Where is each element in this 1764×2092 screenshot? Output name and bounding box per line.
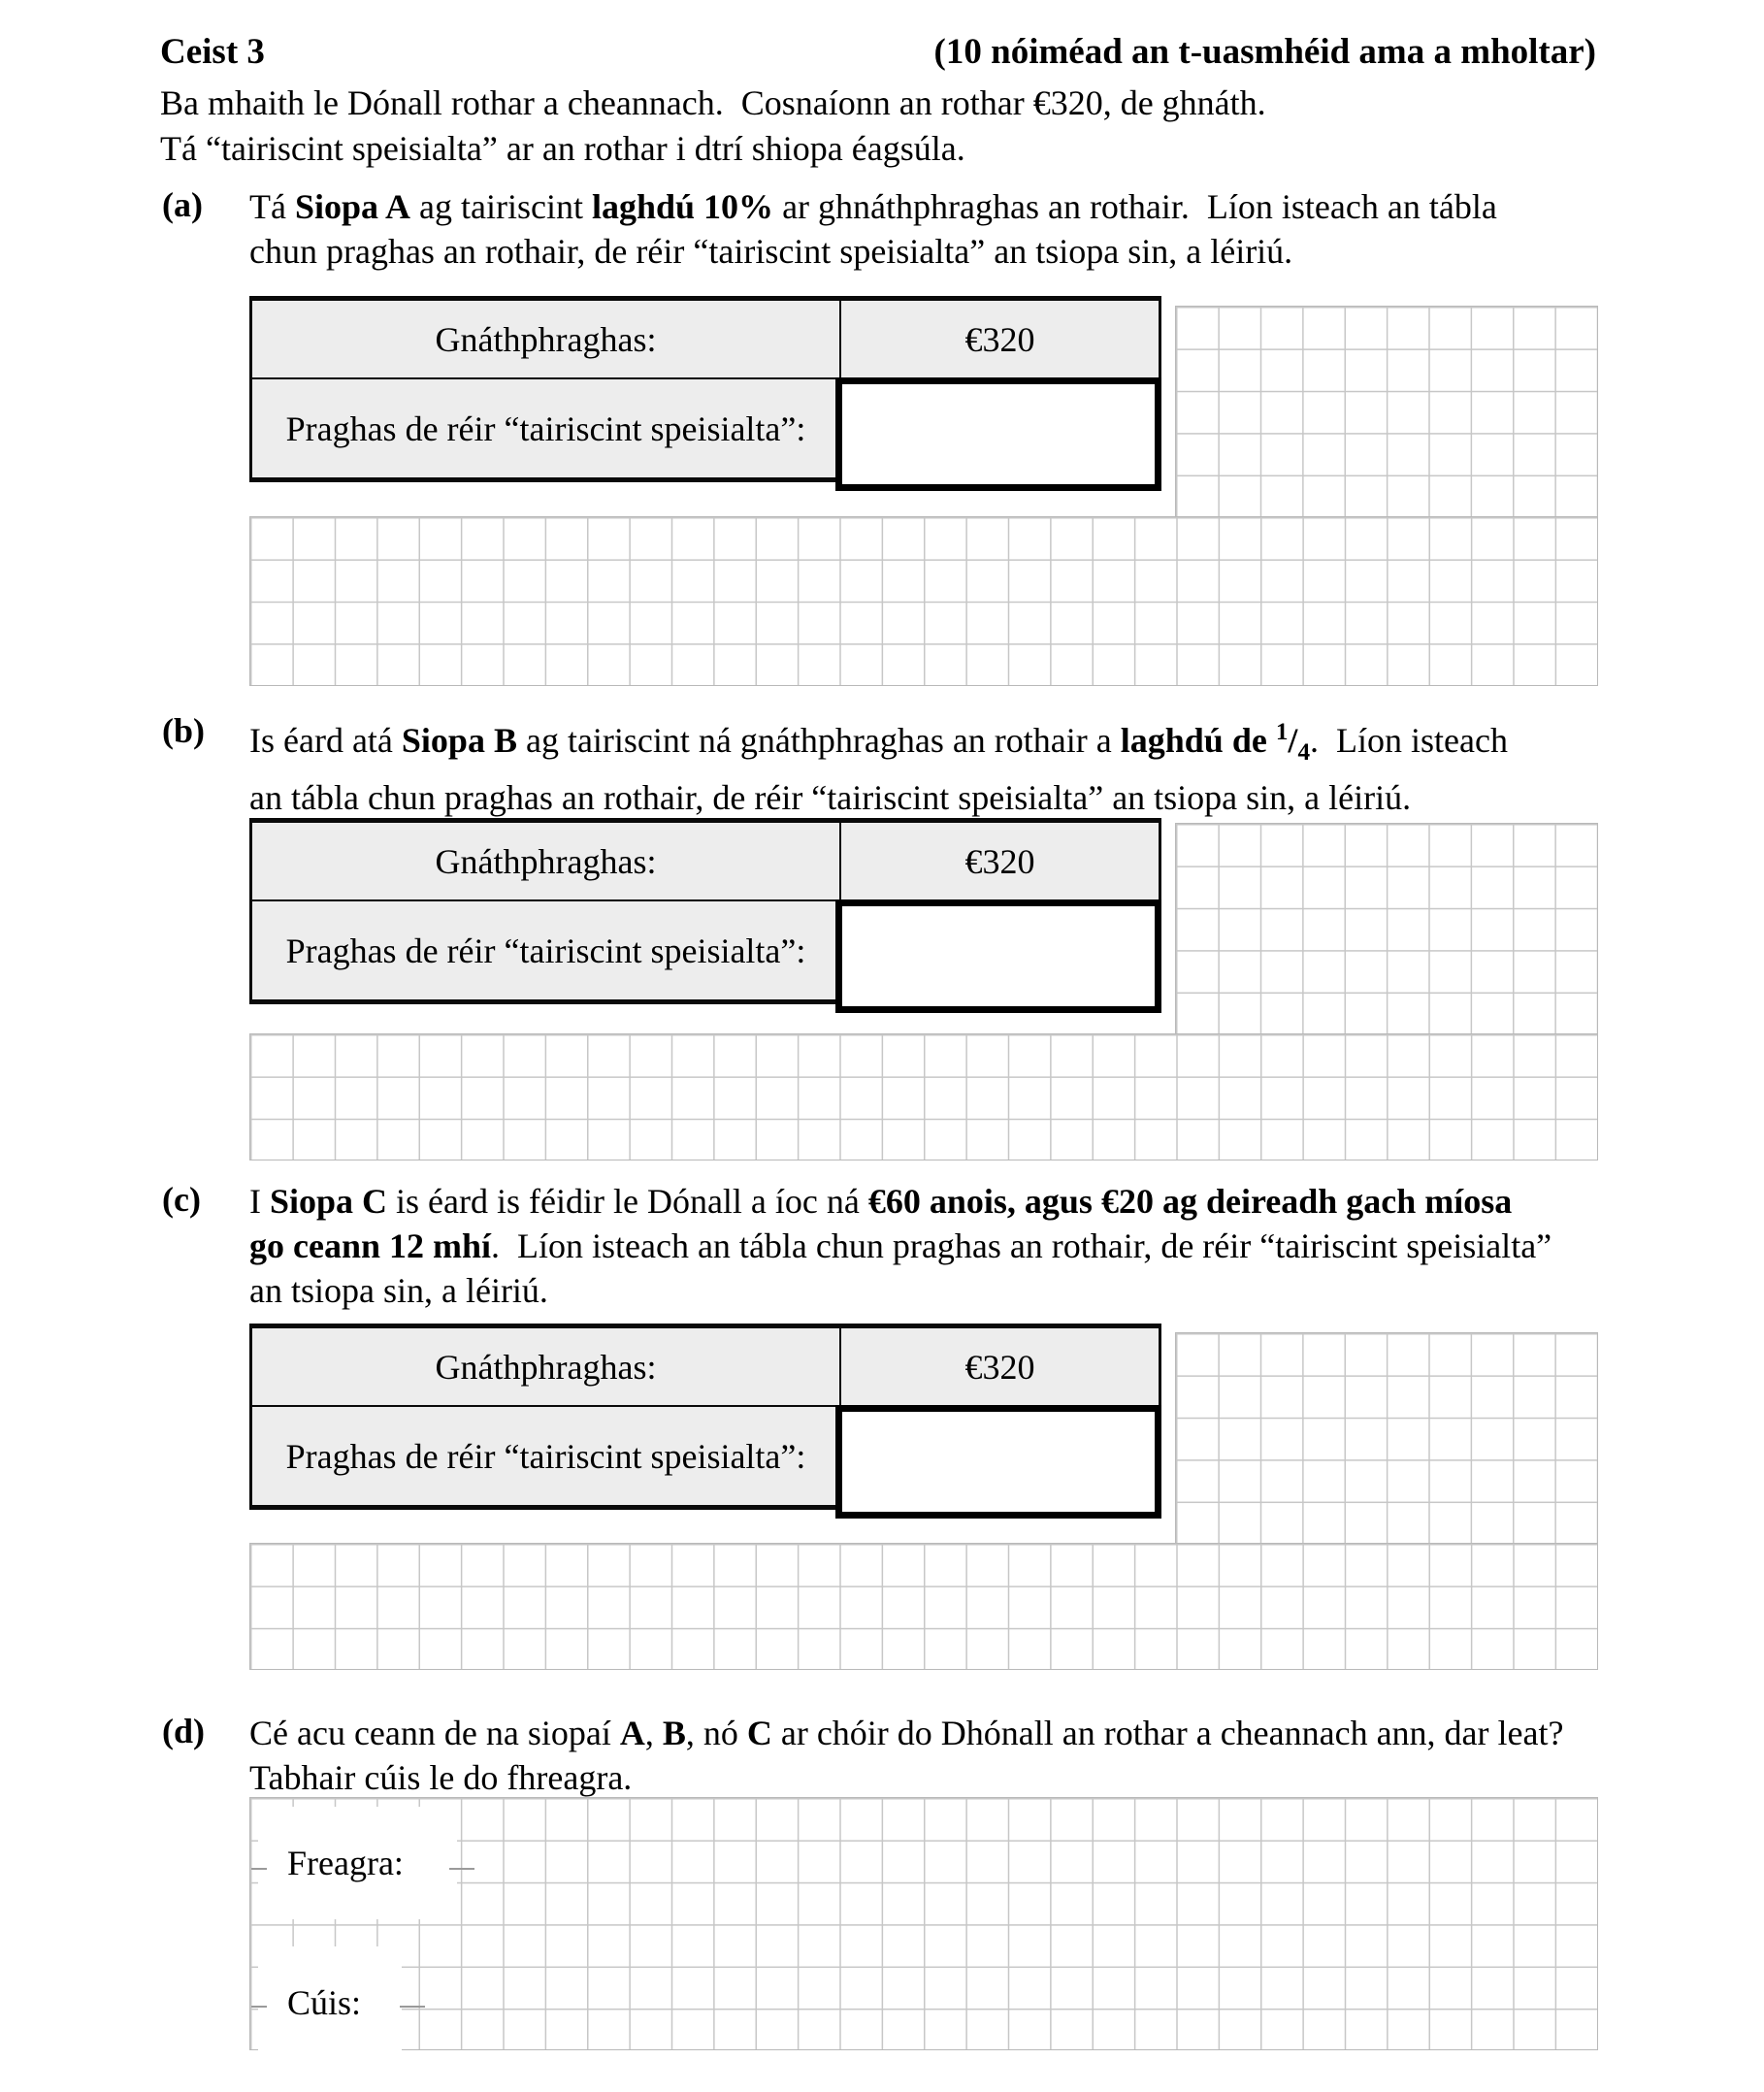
- special-price-label: Praghas de réir “tairiscint speisialta”:: [252, 901, 841, 999]
- cuis-dash-left: [251, 2006, 267, 2008]
- table-row: [252, 301, 1159, 379]
- work-grid-b-right[interactable]: [1175, 823, 1598, 1034]
- freagra-dash-left: [251, 1868, 267, 1870]
- special-price-label: Praghas de réir “tairiscint speisialta”:: [252, 1407, 841, 1505]
- section-b-text: Is éard atá Siopa B ag tairiscint ná gnáthphraghas an rothair a laghdú de $^1/_4$. Líon isteach an tábla chun praghas an rothair, de réir “tairiscint speisialta” an tsiopa sin, a léiriú.: [249, 719, 1508, 818]
- normal-price-label: Gnáthphraghas:: [252, 301, 841, 377]
- price-table-a: [249, 296, 1161, 482]
- price-table-c: [249, 1324, 1161, 1510]
- normal-price-label: Gnáthphraghas:: [252, 1328, 841, 1405]
- cuis-label-patch: [258, 1946, 402, 2059]
- table-row: [252, 823, 1159, 901]
- special-price-answer-box-c[interactable]: [835, 1405, 1161, 1519]
- normal-price-value: €320: [964, 319, 1035, 359]
- table-row: [252, 1328, 1159, 1407]
- special-price-answer-box-a[interactable]: [835, 377, 1161, 491]
- normal-price-label: Gnáthphraghas:: [252, 823, 841, 899]
- section-a-text: Tá Siopa A ag tairiscint laghdú 10% ar ghnáthphraghas an rothair. Líon isteach an tábla chun praghas an rothair, de réir “tairiscint speisialta” an tsiopa sin, a léiriú.: [249, 187, 1497, 271]
- page-title: Ceist 3: [160, 32, 265, 72]
- freagra-label-patch: [258, 1807, 457, 1919]
- section-d-text: Cé acu ceann de na siopaí A, B, nó C ar chóir do Dhónall an rothar a cheannach ann, dar leat? Tabhair cúis le do fhreagra.: [249, 1714, 1564, 1797]
- normal-price-value: €320: [964, 841, 1035, 881]
- intro-line-2: Tá “tairiscint speisialta” ar an rothar i dtrí shiopa éagsúla.: [160, 129, 965, 168]
- work-grid-c-below[interactable]: [249, 1543, 1598, 1670]
- work-grid-a-below[interactable]: [249, 516, 1598, 686]
- work-grid-a-right[interactable]: [1175, 306, 1598, 517]
- cuis-dash-right: [400, 2006, 425, 2008]
- freagra-dash-right: [449, 1868, 474, 1870]
- section-a-marker: (a): [162, 185, 203, 224]
- work-grid-b-below[interactable]: [249, 1033, 1598, 1160]
- section-b-marker: (b): [162, 711, 205, 750]
- section-c-marker: (c): [162, 1180, 201, 1219]
- price-table-b: [249, 818, 1161, 1004]
- section-c-text: I Siopa C is éard is féidir le Dónall a íoc ná €60 anois, agus €20 ag deireadh gach míosa go ceann 12 mhí. Líon isteach an tábla chun praghas an rothair, de réir “tairiscint speisialta” an tsiopa sin, a léiriú.: [249, 1182, 1552, 1310]
- work-grid-c-right[interactable]: [1175, 1332, 1598, 1544]
- freagra-label: Freagra:: [287, 1844, 404, 1882]
- section-d-marker: (d): [162, 1712, 205, 1750]
- special-price-label: Praghas de réir “tairiscint speisialta”:: [252, 379, 841, 477]
- cuis-label: Cúis:: [287, 1983, 362, 2022]
- intro-line-1: Ba mhaith le Dónall rothar a cheannach. Cosnaíonn an rothar €320, de ghnáth.: [160, 83, 1266, 122]
- special-price-answer-box-b[interactable]: [835, 899, 1161, 1013]
- time-note: (10 nóiméad an t-uasmhéid ama a mholtar): [933, 32, 1596, 72]
- normal-price-value: €320: [964, 1347, 1035, 1387]
